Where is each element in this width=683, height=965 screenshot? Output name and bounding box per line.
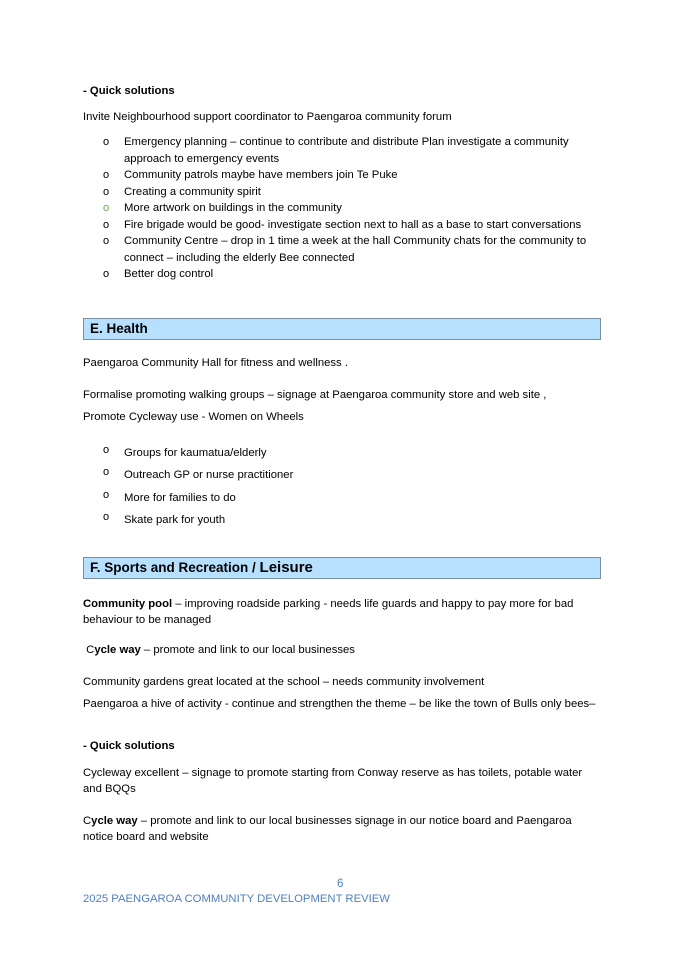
list-item — [83, 509, 601, 531]
cycle-way-para-1 — [83, 642, 601, 658]
cycle-label: ycle way — [94, 644, 141, 656]
list-item-text: More artwork on buildings in the community — [124, 202, 342, 214]
health-bullet-list — [83, 442, 601, 531]
list-item-text: Community Centre – drop in 1 time a week at the hall Community chats for the community to connect – including the elderly Bee connected — [124, 235, 587, 264]
health-list — [83, 442, 601, 531]
cycle-label: ycle way — [91, 815, 138, 827]
paragraph — [83, 813, 601, 845]
list-item — [83, 134, 601, 167]
paragraph — [83, 596, 601, 628]
section-heading-text: E. Health — [90, 321, 148, 336]
cycleway-excellent-para — [83, 765, 601, 797]
gardens-para — [83, 674, 601, 690]
bullet-icon: o — [103, 510, 110, 523]
cycle-text: – promote and link to our local businesses signage in our notice board and Paengaroa notice board and website — [83, 815, 572, 843]
neighbourhood-intro — [83, 109, 601, 125]
pool-text: – improving roadside parking - needs life guards and happy to pay more for bad behaviour to be managed — [83, 598, 574, 626]
bullet-icon: o — [103, 218, 110, 231]
section-heading-sports — [83, 557, 601, 579]
list-item-text: Creating a community spirit — [124, 185, 261, 198]
cycle-text: – promote and link to our local businesses — [140, 644, 355, 656]
list-item-text: Community patrols maybe have members join Te Puke — [124, 169, 398, 181]
list-item-text: Better dog control — [124, 268, 214, 280]
bullet-icon: o — [103, 466, 110, 479]
paragraph: Paengaroa Community Hall for fitness and wellness . — [83, 357, 348, 369]
safety-bullet-list — [83, 134, 601, 283]
pool-label: Community pool — [83, 598, 173, 610]
bullet-icon: o — [103, 185, 110, 198]
community-pool-para — [83, 596, 601, 628]
health-para-2 — [83, 387, 601, 403]
bullet-icon: o — [103, 444, 110, 456]
bullet-icon: o — [103, 488, 110, 501]
section-heading-tail: Leisure — [259, 559, 313, 576]
bullet-icon: o — [103, 136, 110, 148]
list-item-text: Outreach GP or nurse practitioner — [124, 469, 294, 482]
bullet-icon: o — [103, 202, 110, 214]
list-item — [83, 487, 601, 509]
cycle-prefix: C — [83, 644, 95, 656]
list-item — [83, 167, 601, 184]
list-item — [83, 184, 601, 201]
list-item-text: Fire brigade would be good- investigate section next to hall as a base to start conversations — [124, 218, 582, 231]
bullet-icon: o — [103, 268, 110, 280]
quick-solutions-label: - Quick solutions — [83, 85, 175, 97]
paragraph: Community gardens great located at the school – needs community involvement — [83, 676, 485, 688]
list-item — [83, 217, 601, 234]
quick-solutions-heading-2 — [83, 738, 601, 754]
footer-title: 2025 PAENGAROA COMMUNITY DEVELOPMENT REVIEW — [83, 893, 390, 905]
paragraph: Promote Cycleway use - Women on Wheels — [83, 411, 304, 423]
list-item — [83, 233, 601, 266]
page-number: 6 — [337, 878, 344, 890]
list-item-text: Skate park for youth — [124, 513, 226, 526]
paragraph — [83, 642, 601, 658]
paragraph: Formalise promoting walking groups – signage at Paengaroa community store and web site , — [83, 389, 547, 401]
list-item — [83, 266, 601, 283]
health-para-3 — [83, 409, 601, 425]
list-item-text: Groups for kaumatua/elderly — [124, 447, 267, 459]
safety-list — [83, 134, 601, 283]
neighbourhood-intro-text: Invite Neighbourhood support coordinator to Paengaroa community forum — [83, 111, 452, 123]
paragraph: Cycleway excellent – signage to promote starting from Conway reserve as has toilets, potable water and BQQs — [83, 767, 583, 795]
health-para-1 — [83, 355, 601, 371]
bullet-icon: o — [103, 235, 110, 247]
list-item — [83, 464, 601, 486]
section-heading-health — [83, 318, 601, 340]
quick-solutions-label: - Quick solutions — [83, 740, 175, 752]
paragraph: Paengaroa a hive of activity - continue and strengthen the theme – be like the town of Bulls only bees– — [83, 698, 596, 710]
hive-para — [83, 696, 601, 712]
list-item-text: Emergency planning – continue to contribute and distribute Plan investigate a community approach to emergency events — [124, 136, 569, 165]
cycle-prefix: C — [83, 815, 92, 827]
quick-solutions-heading — [83, 83, 601, 99]
list-item-text: More for families to do — [124, 491, 236, 504]
cycle-way-para-2 — [83, 813, 601, 845]
list-item — [83, 442, 601, 464]
bullet-icon: o — [103, 169, 110, 181]
section-heading-text: F. Sports and Recreation / — [90, 560, 260, 575]
list-item — [83, 200, 601, 217]
